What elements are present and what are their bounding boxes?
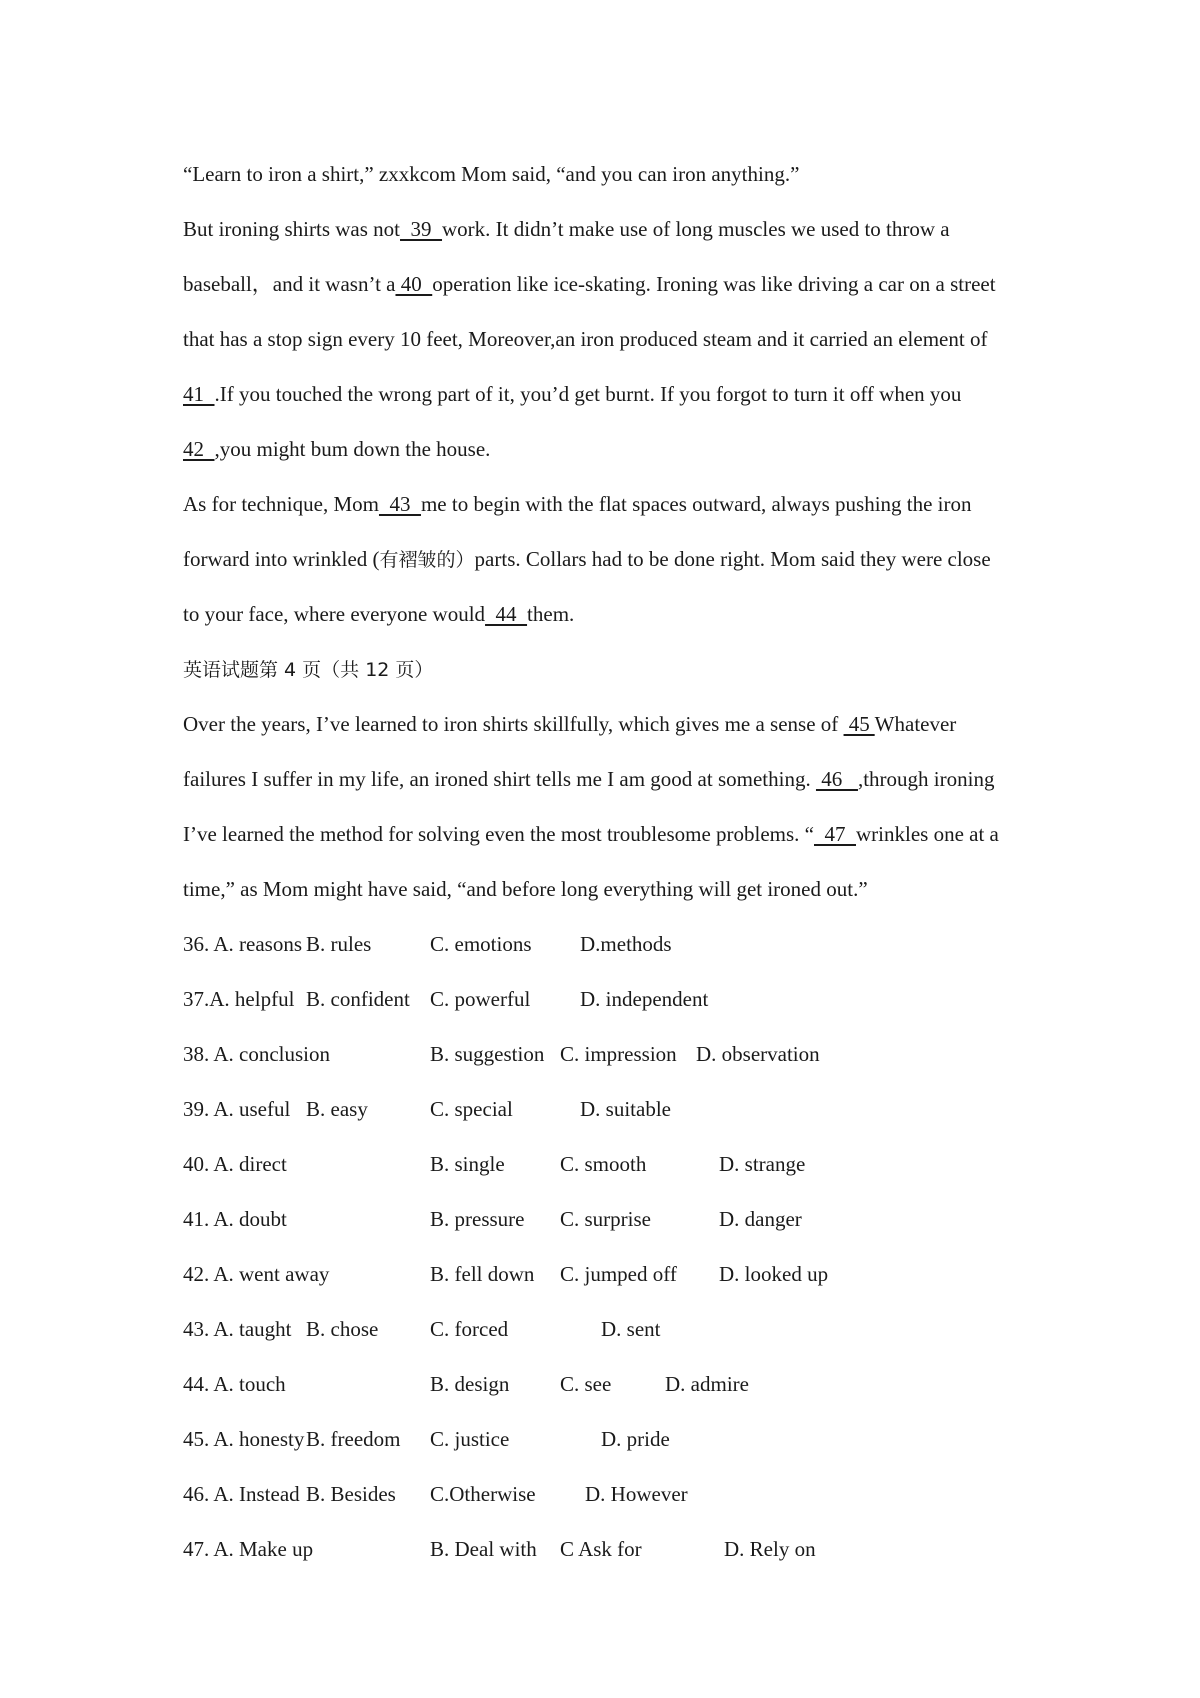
question-option: C. impression: [560, 1042, 677, 1066]
passage-line: [183, 367, 1043, 422]
passage-text: to your face, where everyone would: [183, 602, 486, 626]
passage-text: Whatever: [874, 712, 957, 736]
question-option-a: 39. A. useful: [183, 1097, 291, 1121]
passage-line: [183, 477, 1043, 532]
passage-text: baseball，and it wasn’t a: [183, 272, 396, 296]
question-option: B. suggestion: [430, 1042, 545, 1066]
question-options-row: [183, 1302, 1043, 1357]
answer-blank: 44: [485, 602, 528, 626]
passage-text: work. It didn’t make use of long muscles we used to throw a: [442, 217, 950, 241]
question-option-a: 47. A. Make up: [183, 1537, 314, 1561]
question-option: C. surprise: [560, 1207, 651, 1231]
question-option: B. Besides: [306, 1482, 396, 1506]
passage-text: But ironing shirts was not: [183, 217, 401, 241]
passage-text: forward into wrinkled (: [183, 547, 380, 571]
question-option: C.Otherwise: [430, 1482, 536, 1506]
question-options-row: [183, 972, 1043, 1027]
question-option: B. easy: [306, 1097, 368, 1121]
passage-line: [183, 752, 1043, 807]
question-option: D. looked up: [719, 1262, 829, 1286]
question-option: B. single: [430, 1152, 505, 1176]
passage-text: parts. Collars had to be done right. Mom said they were close: [474, 547, 991, 571]
passage-text: time,” as Mom might have said, “and before long everything will get ironed out.”: [183, 877, 868, 901]
answer-blank: 45: [843, 712, 875, 736]
question-option: D. However: [585, 1482, 688, 1506]
question-option: C. see: [560, 1372, 612, 1396]
passage-text: I’ve learned the method for solving even the most troublesome problems. “: [183, 822, 814, 846]
passage-text: me to begin with the flat spaces outward, always pushing the iron: [420, 492, 972, 516]
passage-line: [183, 642, 1043, 697]
question-options-row: [183, 1082, 1043, 1137]
answer-blank: 42: [183, 437, 215, 461]
question-option: D. strange: [719, 1152, 806, 1176]
question-options-row: [183, 1247, 1043, 1302]
question-option: B. freedom: [306, 1427, 401, 1451]
question-option: D. Rely on: [724, 1537, 816, 1561]
question-option: C. jumped off: [560, 1262, 677, 1286]
question-option: C. forced: [430, 1317, 509, 1341]
question-options-row: [183, 1467, 1043, 1522]
question-option: B. fell down: [430, 1262, 535, 1286]
passage-line: [183, 147, 1043, 202]
question-option: C. powerful: [430, 987, 531, 1011]
question-option: B. confident: [306, 987, 410, 1011]
passage-text: them.: [527, 602, 575, 626]
passage-text: Over the years, I’ve learned to iron shirts skillfully, which gives me a sense of: [183, 712, 844, 736]
passage-text: that has a stop sign every 10 feet, Moreover,an iron produced steam and it carried an element of: [183, 327, 988, 351]
question-option: C. special: [430, 1097, 513, 1121]
exam-page: [183, 147, 1043, 1577]
question-option-a: 38. A. conclusion: [183, 1042, 330, 1066]
question-option-a: 40. A. direct: [183, 1152, 287, 1176]
question-option: C Ask for: [560, 1537, 642, 1561]
question-option: C. smooth: [560, 1152, 647, 1176]
question-option: D. observation: [696, 1042, 820, 1066]
question-option: C. emotions: [430, 932, 532, 956]
question-option-a: 46. A. Instead: [183, 1482, 300, 1506]
question-options-row: [183, 1357, 1043, 1412]
question-option: D. pride: [601, 1427, 670, 1451]
passage-line: [183, 422, 1043, 477]
chinese-text: 有褶皱的）: [379, 549, 475, 571]
question-option: D. suitable: [580, 1097, 671, 1121]
answer-blank: 40: [395, 272, 433, 296]
question-option: B. chose: [306, 1317, 379, 1341]
question-options-row: [183, 1192, 1043, 1247]
question-options-row: [183, 1137, 1043, 1192]
question-option-a: 45. A. honesty: [183, 1427, 305, 1451]
question-option: D. independent: [580, 987, 709, 1011]
question-option: D. admire: [665, 1372, 749, 1396]
passage-text: As for technique, Mom: [183, 492, 379, 516]
question-options-row: [183, 1522, 1043, 1577]
passage-line: [183, 807, 1043, 862]
question-option-a: 43. A. taught: [183, 1317, 292, 1341]
answer-blank: 47: [814, 822, 856, 846]
passage-text: operation like ice-skating. Ironing was like driving a car on a street: [432, 272, 996, 296]
question-options-row: [183, 1412, 1043, 1467]
passage-line: [183, 257, 1043, 312]
passage-text: “Learn to iron a shirt,” zxxkcom Mom said, “and you can iron anything.”: [183, 162, 800, 186]
answer-blank: 39: [400, 217, 443, 241]
passage-line: [183, 587, 1043, 642]
chinese-text: 英语试题第 4 页（共 12 页）: [183, 659, 434, 681]
passage-line: [183, 862, 1043, 917]
passage-line: [183, 312, 1043, 367]
answer-options: [183, 917, 1043, 1577]
passage-line: [183, 532, 1043, 587]
answer-blank: 41: [183, 382, 215, 406]
question-option: D. danger: [719, 1207, 802, 1231]
cloze-passage: [183, 147, 1043, 917]
answer-blank: 46: [815, 767, 858, 791]
passage-line: [183, 202, 1043, 257]
question-option-a: 44. A. touch: [183, 1372, 286, 1396]
passage-line: [183, 697, 1043, 752]
question-option: D. sent: [601, 1317, 661, 1341]
question-options-row: [183, 1027, 1043, 1082]
passage-text: failures I suffer in my life, an ironed shirt tells me I am good at something.: [183, 767, 816, 791]
question-option: B. pressure: [430, 1207, 525, 1231]
question-options-row: [183, 917, 1043, 972]
question-option: C. justice: [430, 1427, 510, 1451]
passage-text: wrinkles one at a: [856, 822, 999, 846]
question-option-a: 41. A. doubt: [183, 1207, 287, 1231]
question-option: D.methods: [580, 932, 672, 956]
question-option-a: 42. A. went away: [183, 1262, 330, 1286]
passage-text: .If you touched the wrong part of it, you’d get burnt. If you forgot to turn it off when you: [214, 382, 962, 406]
question-option: B. rules: [306, 932, 372, 956]
question-option: B. design: [430, 1372, 510, 1396]
passage-text: ,through ironing: [857, 767, 995, 791]
question-option-a: 36. A. reasons: [183, 932, 302, 956]
answer-blank: 43: [378, 492, 421, 516]
question-option-a: 37.A. helpful: [183, 987, 295, 1011]
passage-text: ,you might bum down the house.: [214, 437, 491, 461]
question-option: B. Deal with: [430, 1537, 537, 1561]
